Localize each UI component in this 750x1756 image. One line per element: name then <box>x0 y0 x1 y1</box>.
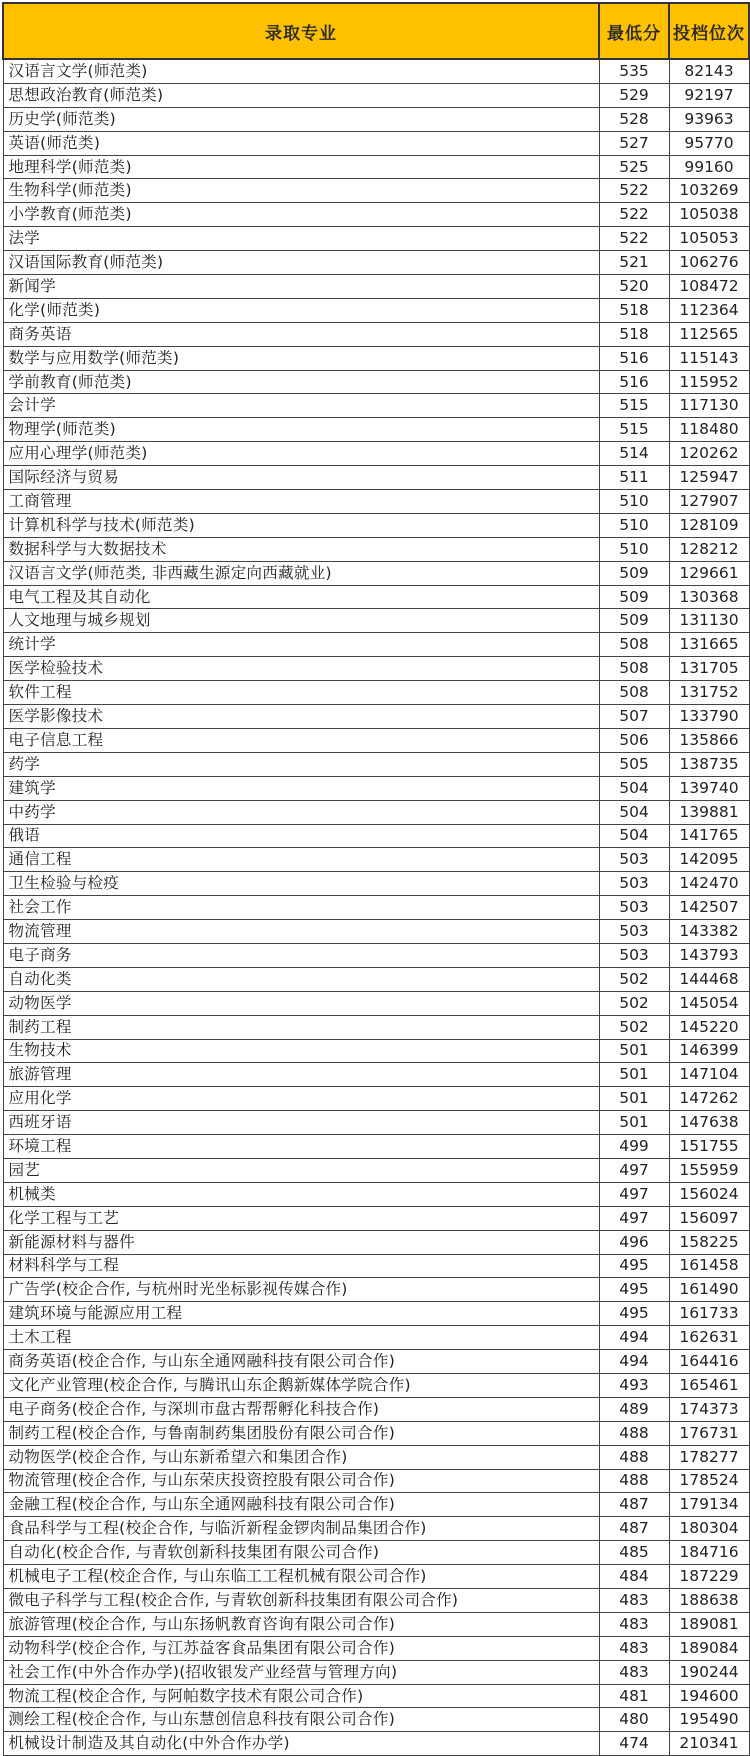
major-cell: 电子商务(校企合作, 与深圳市盘古帮帮孵化科技合作) <box>3 1397 599 1421</box>
rank-cell: 178277 <box>669 1445 749 1469</box>
min-score-cell: 503 <box>599 848 669 872</box>
rank-cell: 147262 <box>669 1087 749 1111</box>
min-score-cell: 520 <box>599 275 669 299</box>
min-score-cell: 516 <box>599 370 669 394</box>
rank-cell: 142470 <box>669 872 749 896</box>
table-row <box>3 537 749 561</box>
header-min-score: 最低分 <box>599 3 669 59</box>
rank-cell: 189084 <box>669 1636 749 1660</box>
table-row <box>3 681 749 705</box>
min-score-cell: 483 <box>599 1660 669 1684</box>
table-row <box>3 633 749 657</box>
rank-cell: 141765 <box>669 824 749 848</box>
major-cell: 动物医学 <box>3 991 599 1015</box>
min-score-cell: 484 <box>599 1565 669 1589</box>
major-cell: 化学工程与工艺 <box>3 1206 599 1230</box>
min-score-cell: 483 <box>599 1589 669 1613</box>
table-row <box>3 585 749 609</box>
table-row <box>3 1469 749 1493</box>
rank-cell: 142507 <box>669 896 749 920</box>
min-score-cell: 522 <box>599 203 669 227</box>
rank-cell: 145220 <box>669 1015 749 1039</box>
major-cell: 应用化学 <box>3 1087 599 1111</box>
table-row <box>3 1182 749 1206</box>
major-cell: 物流工程(校企合作, 与阿帕数字技术有限公司合作) <box>3 1684 599 1708</box>
major-cell: 西班牙语 <box>3 1111 599 1135</box>
min-score-cell: 515 <box>599 394 669 418</box>
table-row <box>3 1135 749 1159</box>
rank-cell: 120262 <box>669 442 749 466</box>
min-score-cell: 502 <box>599 991 669 1015</box>
min-score-cell: 485 <box>599 1541 669 1565</box>
min-score-cell: 501 <box>599 1039 669 1063</box>
min-score-cell: 481 <box>599 1684 669 1708</box>
min-score-cell: 507 <box>599 705 669 729</box>
min-score-cell: 501 <box>599 1087 669 1111</box>
major-cell: 电子商务 <box>3 943 599 967</box>
major-cell: 社会工作 <box>3 896 599 920</box>
min-score-cell: 525 <box>599 155 669 179</box>
min-score-cell: 506 <box>599 728 669 752</box>
major-cell: 生物技术 <box>3 1039 599 1063</box>
rank-cell: 105038 <box>669 203 749 227</box>
min-score-cell: 518 <box>599 298 669 322</box>
min-score-cell: 497 <box>599 1158 669 1182</box>
table-row <box>3 1373 749 1397</box>
min-score-cell: 510 <box>599 537 669 561</box>
rank-cell: 164416 <box>669 1350 749 1374</box>
min-score-cell: 509 <box>599 585 669 609</box>
min-score-cell: 496 <box>599 1230 669 1254</box>
rank-cell: 194600 <box>669 1684 749 1708</box>
major-cell: 广告学(校企合作, 与杭州时光坐标影视传媒合作) <box>3 1278 599 1302</box>
rank-cell: 135866 <box>669 728 749 752</box>
rank-cell: 210341 <box>669 1732 749 1756</box>
min-score-cell: 502 <box>599 1015 669 1039</box>
min-score-cell: 495 <box>599 1278 669 1302</box>
min-score-cell: 480 <box>599 1708 669 1732</box>
table-row <box>3 561 749 585</box>
min-score-cell: 509 <box>599 561 669 585</box>
table-row <box>3 1278 749 1302</box>
major-cell: 电子信息工程 <box>3 728 599 752</box>
rank-cell: 179134 <box>669 1493 749 1517</box>
rank-cell: 106276 <box>669 251 749 275</box>
rank-cell: 133790 <box>669 705 749 729</box>
major-cell: 汉语言文学(师范类, 非西藏生源定向西藏就业) <box>3 561 599 585</box>
table-row <box>3 203 749 227</box>
major-cell: 化学(师范类) <box>3 298 599 322</box>
major-cell: 文化产业管理(校企合作, 与腾讯山东企鹅新媒体学院合作) <box>3 1373 599 1397</box>
rank-cell: 156024 <box>669 1182 749 1206</box>
major-cell: 物流管理 <box>3 920 599 944</box>
major-cell: 数据科学与大数据技术 <box>3 537 599 561</box>
min-score-cell: 529 <box>599 83 669 107</box>
min-score-cell: 495 <box>599 1254 669 1278</box>
min-score-cell: 474 <box>599 1732 669 1756</box>
rank-cell: 184716 <box>669 1541 749 1565</box>
major-cell: 测绘工程(校企合作, 与山东慧创信息科技有限公司合作) <box>3 1708 599 1732</box>
rank-cell: 174373 <box>669 1397 749 1421</box>
major-cell: 社会工作(中外合作办学)(招收银发产业经营与管理方向) <box>3 1660 599 1684</box>
table-row <box>3 227 749 251</box>
rank-cell: 108472 <box>669 275 749 299</box>
major-cell: 动物科学(校企合作, 与江苏益客食品集团有限公司合作) <box>3 1636 599 1660</box>
min-score-cell: 516 <box>599 346 669 370</box>
rank-cell: 146399 <box>669 1039 749 1063</box>
table-row <box>3 394 749 418</box>
rank-cell: 147104 <box>669 1063 749 1087</box>
major-cell: 生物科学(师范类) <box>3 179 599 203</box>
table-row <box>3 1684 749 1708</box>
rank-cell: 139881 <box>669 800 749 824</box>
rank-cell: 93963 <box>669 107 749 131</box>
major-cell: 环境工程 <box>3 1135 599 1159</box>
min-score-cell: 527 <box>599 131 669 155</box>
min-score-cell: 494 <box>599 1326 669 1350</box>
table-row <box>3 1230 749 1254</box>
min-score-cell: 495 <box>599 1302 669 1326</box>
rank-cell: 165461 <box>669 1373 749 1397</box>
rank-cell: 99160 <box>669 155 749 179</box>
min-score-cell: 497 <box>599 1182 669 1206</box>
min-score-cell: 510 <box>599 513 669 537</box>
table-row <box>3 179 749 203</box>
rank-cell: 117130 <box>669 394 749 418</box>
min-score-cell: 508 <box>599 633 669 657</box>
header-major: 录取专业 <box>3 3 599 59</box>
rank-cell: 187229 <box>669 1565 749 1589</box>
table-row <box>3 776 749 800</box>
major-cell: 通信工程 <box>3 848 599 872</box>
min-score-cell: 510 <box>599 490 669 514</box>
rank-cell: 178524 <box>669 1469 749 1493</box>
table-row <box>3 490 749 514</box>
table-row <box>3 59 749 83</box>
major-cell: 卫生检验与检疫 <box>3 872 599 896</box>
major-cell: 微电子科学与工程(校企合作, 与青软创新科技集团有限公司合作) <box>3 1589 599 1613</box>
major-cell: 汉语言文学(师范类) <box>3 59 599 83</box>
min-score-cell: 505 <box>599 752 669 776</box>
table-row <box>3 418 749 442</box>
table-row <box>3 275 749 299</box>
major-cell: 商务英语(校企合作, 与山东全通网融科技有限公司合作) <box>3 1350 599 1374</box>
rank-cell: 128212 <box>669 537 749 561</box>
major-cell: 英语(师范类) <box>3 131 599 155</box>
min-score-cell: 521 <box>599 251 669 275</box>
major-cell: 俄语 <box>3 824 599 848</box>
major-cell: 机械设计制造及其自动化(中外合作办学) <box>3 1732 599 1756</box>
min-score-cell: 497 <box>599 1206 669 1230</box>
rank-cell: 156097 <box>669 1206 749 1230</box>
major-cell: 建筑学 <box>3 776 599 800</box>
major-cell: 医学检验技术 <box>3 657 599 681</box>
rank-cell: 138735 <box>669 752 749 776</box>
table-row <box>3 1111 749 1135</box>
min-score-cell: 511 <box>599 466 669 490</box>
min-score-cell: 535 <box>599 59 669 83</box>
min-score-cell: 487 <box>599 1517 669 1541</box>
min-score-cell: 509 <box>599 609 669 633</box>
header-row <box>3 3 749 59</box>
rank-cell: 162631 <box>669 1326 749 1350</box>
min-score-cell: 499 <box>599 1135 669 1159</box>
major-cell: 统计学 <box>3 633 599 657</box>
major-cell: 物流管理(校企合作, 与山东荣庆投资控股有限公司合作) <box>3 1469 599 1493</box>
table-row <box>3 513 749 537</box>
major-cell: 医学影像技术 <box>3 705 599 729</box>
table-row <box>3 1015 749 1039</box>
min-score-cell: 493 <box>599 1373 669 1397</box>
table-row <box>3 83 749 107</box>
header-rank: 投档位次 <box>669 3 749 59</box>
major-cell: 应用心理学(师范类) <box>3 442 599 466</box>
rank-cell: 139740 <box>669 776 749 800</box>
major-cell: 动物医学(校企合作, 与山东新希望六和集团合作) <box>3 1445 599 1469</box>
table-row <box>3 896 749 920</box>
table-row <box>3 1087 749 1111</box>
rank-cell: 188638 <box>669 1589 749 1613</box>
table-row <box>3 1541 749 1565</box>
major-cell: 园艺 <box>3 1158 599 1182</box>
rank-cell: 127907 <box>669 490 749 514</box>
major-cell: 汉语国际教育(师范类) <box>3 251 599 275</box>
min-score-cell: 494 <box>599 1350 669 1374</box>
table-row <box>3 657 749 681</box>
table-row <box>3 1206 749 1230</box>
rank-cell: 128109 <box>669 513 749 537</box>
rank-cell: 105053 <box>669 227 749 251</box>
table-row <box>3 1254 749 1278</box>
table-row <box>3 1397 749 1421</box>
table-row <box>3 705 749 729</box>
min-score-cell: 522 <box>599 179 669 203</box>
min-score-cell: 514 <box>599 442 669 466</box>
rank-cell: 115952 <box>669 370 749 394</box>
rank-cell: 190244 <box>669 1660 749 1684</box>
table-row <box>3 466 749 490</box>
min-score-cell: 503 <box>599 872 669 896</box>
table-row <box>3 824 749 848</box>
major-cell: 法学 <box>3 227 599 251</box>
major-cell: 小学教育(师范类) <box>3 203 599 227</box>
rank-cell: 130368 <box>669 585 749 609</box>
rank-cell: 145054 <box>669 991 749 1015</box>
table-row <box>3 872 749 896</box>
table-row <box>3 920 749 944</box>
min-score-cell: 528 <box>599 107 669 131</box>
table-row <box>3 346 749 370</box>
table-row <box>3 1708 749 1732</box>
table-row <box>3 1517 749 1541</box>
major-cell: 历史学(师范类) <box>3 107 599 131</box>
min-score-cell: 515 <box>599 418 669 442</box>
major-cell: 旅游管理 <box>3 1063 599 1087</box>
major-cell: 旅游管理(校企合作, 与山东扬帆教育咨询有限公司合作) <box>3 1612 599 1636</box>
min-score-cell: 488 <box>599 1469 669 1493</box>
table-row <box>3 442 749 466</box>
min-score-cell: 503 <box>599 943 669 967</box>
min-score-cell: 508 <box>599 681 669 705</box>
major-cell: 土木工程 <box>3 1326 599 1350</box>
min-score-cell: 504 <box>599 800 669 824</box>
table-row <box>3 131 749 155</box>
rank-cell: 112364 <box>669 298 749 322</box>
min-score-cell: 487 <box>599 1493 669 1517</box>
table-row <box>3 1565 749 1589</box>
rank-cell: 131705 <box>669 657 749 681</box>
min-score-cell: 504 <box>599 824 669 848</box>
min-score-cell: 488 <box>599 1445 669 1469</box>
table-row <box>3 251 749 275</box>
major-cell: 自动化类 <box>3 967 599 991</box>
rank-cell: 161490 <box>669 1278 749 1302</box>
rank-cell: 129661 <box>669 561 749 585</box>
min-score-cell: 522 <box>599 227 669 251</box>
rank-cell: 131665 <box>669 633 749 657</box>
major-cell: 计算机科学与技术(师范类) <box>3 513 599 537</box>
rank-cell: 131130 <box>669 609 749 633</box>
min-score-cell: 483 <box>599 1636 669 1660</box>
table-row <box>3 1732 749 1756</box>
table-row <box>3 370 749 394</box>
admission-table <box>2 2 750 1756</box>
major-cell: 金融工程(校企合作, 与山东全通网融科技有限公司合作) <box>3 1493 599 1517</box>
rank-cell: 180304 <box>669 1517 749 1541</box>
major-cell: 药学 <box>3 752 599 776</box>
min-score-cell: 483 <box>599 1612 669 1636</box>
major-cell: 电气工程及其自动化 <box>3 585 599 609</box>
rank-cell: 143793 <box>669 943 749 967</box>
major-cell: 食品科学与工程(校企合作, 与临沂新程金锣肉制品集团合作) <box>3 1517 599 1541</box>
table-row <box>3 1660 749 1684</box>
major-cell: 新能源材料与器件 <box>3 1230 599 1254</box>
rank-cell: 144468 <box>669 967 749 991</box>
major-cell: 建筑环境与能源应用工程 <box>3 1302 599 1326</box>
major-cell: 自动化(校企合作, 与青软创新科技集团有限公司合作) <box>3 1541 599 1565</box>
major-cell: 物理学(师范类) <box>3 418 599 442</box>
rank-cell: 155959 <box>669 1158 749 1182</box>
table-row <box>3 800 749 824</box>
table-row <box>3 1589 749 1613</box>
table-row <box>3 107 749 131</box>
table-row <box>3 298 749 322</box>
table-row <box>3 1302 749 1326</box>
table-row <box>3 728 749 752</box>
major-cell: 机械电子工程(校企合作, 与山东临工工程机械有限公司合作) <box>3 1565 599 1589</box>
table-row <box>3 1612 749 1636</box>
table-row <box>3 609 749 633</box>
table-header <box>3 3 749 59</box>
major-cell: 材料科学与工程 <box>3 1254 599 1278</box>
major-cell: 学前教育(师范类) <box>3 370 599 394</box>
major-cell: 新闻学 <box>3 275 599 299</box>
table-row <box>3 1493 749 1517</box>
rank-cell: 142095 <box>669 848 749 872</box>
rank-cell: 176731 <box>669 1421 749 1445</box>
major-cell: 地理科学(师范类) <box>3 155 599 179</box>
rank-cell: 125947 <box>669 466 749 490</box>
table-row <box>3 1636 749 1660</box>
rank-cell: 115143 <box>669 346 749 370</box>
min-score-cell: 503 <box>599 920 669 944</box>
table-row <box>3 967 749 991</box>
major-cell: 制药工程 <box>3 1015 599 1039</box>
major-cell: 工商管理 <box>3 490 599 514</box>
min-score-cell: 502 <box>599 967 669 991</box>
rank-cell: 92197 <box>669 83 749 107</box>
major-cell: 人文地理与城乡规划 <box>3 609 599 633</box>
major-cell: 思想政治教育(师范类) <box>3 83 599 107</box>
rank-cell: 195490 <box>669 1708 749 1732</box>
table-row <box>3 752 749 776</box>
major-cell: 会计学 <box>3 394 599 418</box>
rank-cell: 158225 <box>669 1230 749 1254</box>
min-score-cell: 518 <box>599 322 669 346</box>
rank-cell: 143382 <box>669 920 749 944</box>
min-score-cell: 503 <box>599 896 669 920</box>
table-row <box>3 1063 749 1087</box>
min-score-cell: 501 <box>599 1063 669 1087</box>
table-row <box>3 322 749 346</box>
min-score-cell: 501 <box>599 1111 669 1135</box>
table-row <box>3 991 749 1015</box>
table-row <box>3 1326 749 1350</box>
rank-cell: 147638 <box>669 1111 749 1135</box>
rank-cell: 103269 <box>669 179 749 203</box>
min-score-cell: 508 <box>599 657 669 681</box>
table-row <box>3 848 749 872</box>
major-cell: 软件工程 <box>3 681 599 705</box>
table-body <box>3 59 749 1756</box>
rank-cell: 161458 <box>669 1254 749 1278</box>
rank-cell: 112565 <box>669 322 749 346</box>
min-score-cell: 489 <box>599 1397 669 1421</box>
rank-cell: 95770 <box>669 131 749 155</box>
table-row <box>3 1350 749 1374</box>
rank-cell: 151755 <box>669 1135 749 1159</box>
table-row <box>3 1039 749 1063</box>
major-cell: 机械类 <box>3 1182 599 1206</box>
major-cell: 中药学 <box>3 800 599 824</box>
table-row <box>3 1158 749 1182</box>
table-row <box>3 943 749 967</box>
major-cell: 国际经济与贸易 <box>3 466 599 490</box>
table-row <box>3 155 749 179</box>
table-row <box>3 1421 749 1445</box>
rank-cell: 131752 <box>669 681 749 705</box>
table-row <box>3 1445 749 1469</box>
min-score-cell: 488 <box>599 1421 669 1445</box>
rank-cell: 161733 <box>669 1302 749 1326</box>
min-score-cell: 504 <box>599 776 669 800</box>
major-cell: 数学与应用数学(师范类) <box>3 346 599 370</box>
rank-cell: 118480 <box>669 418 749 442</box>
major-cell: 商务英语 <box>3 322 599 346</box>
major-cell: 制药工程(校企合作, 与鲁南制药集团股份有限公司合作) <box>3 1421 599 1445</box>
rank-cell: 189081 <box>669 1612 749 1636</box>
rank-cell: 82143 <box>669 59 749 83</box>
